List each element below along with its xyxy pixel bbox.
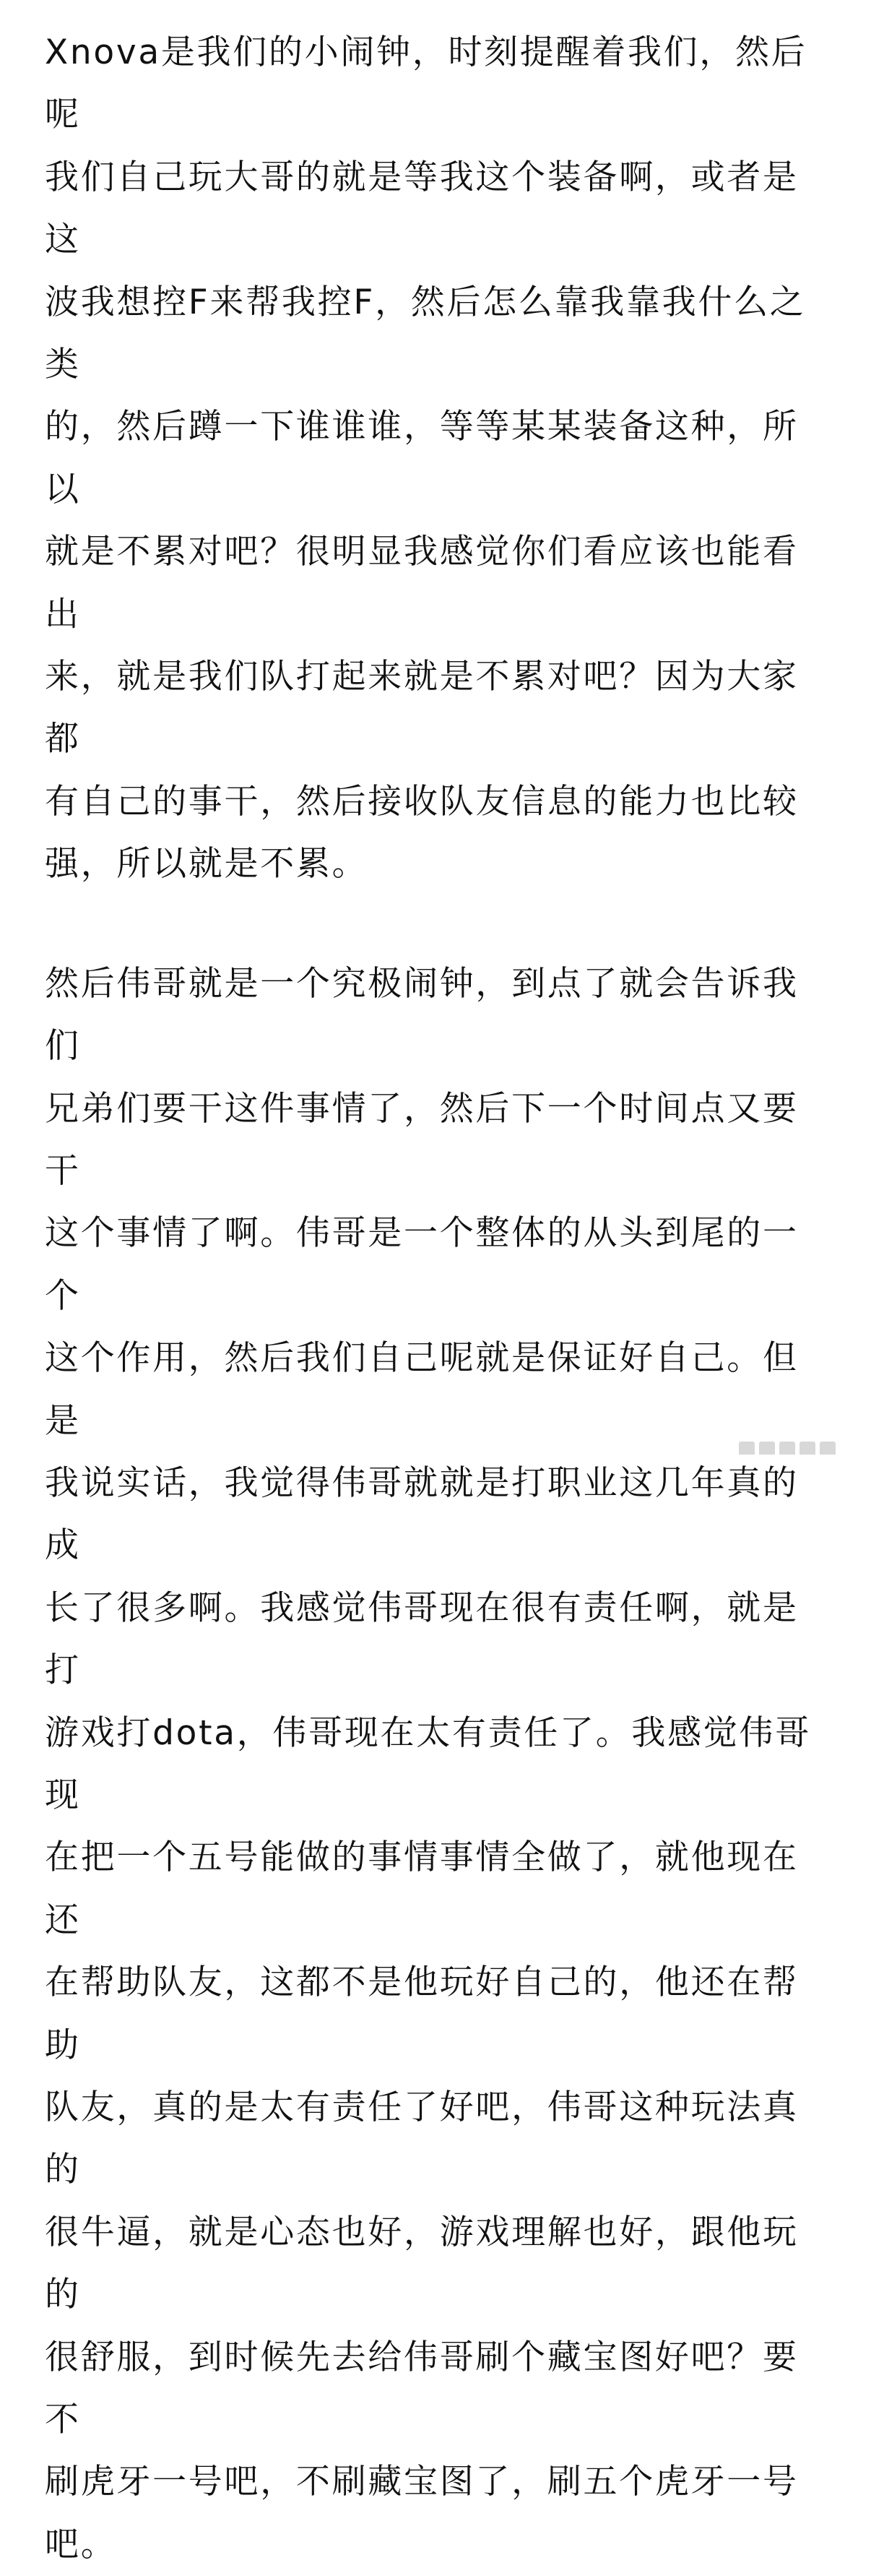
watermark-glyph	[739, 1442, 755, 1455]
paragraph-2: 然后伟哥就是一个究极闹钟，到点了就会告诉我们 兄弟们要干这件事情了，然后下一个时间点又要干 这个事情了啊。伟哥是一个整体的从头到尾的一个 这个作用，然后我们自己呢就是保证好自己。但是 我说实话，我觉得伟哥就就是打职业这几年真的成 长了很多啊。我感觉伟哥现在很有责任啊，就是打 游戏打dota，伟哥现在太有责任了。我感觉伟哥现 在把一个五号能做的事情事情全做了，就他现在还 在帮助队友，这都不是他玩好自己的，他还在帮助 队友，真的是太有责任了好吧，伟哥这种玩法真的 很牛逼，就是心态也好，游戏理解也好，跟他玩的 很舒服，到时候先去给伟哥刷个藏宝图好吧？要不 刷虎牙一号吧，不刷藏宝图了，刷五个虎牙一号 吧。	[45, 963, 811, 2564]
watermark-logo	[739, 1442, 844, 1455]
article-body	[45, 22, 826, 2576]
watermark-glyph	[820, 1442, 836, 1455]
watermark-glyph	[779, 1442, 795, 1455]
watermark-glyph	[800, 1442, 815, 1455]
paragraph-1: Xnova是我们的小闹钟，时刻提醒着我们，然后呢 我们自己玩大哥的就是等我这个装备啊，或者是这 波我想控F来帮我控F，然后怎么靠我靠我什么之类 的，然后蹲一下谁谁谁，等等某某装备这种，所以 就是不累对吧？很明显我感觉你们看应该也能看出 来，就是我们队打起来就是不累对吧？因为大家都 有自己的事干，然后接收队友信息的能力也比较 强，所以就是不累。	[45, 33, 807, 884]
watermark-glyph	[759, 1442, 775, 1455]
